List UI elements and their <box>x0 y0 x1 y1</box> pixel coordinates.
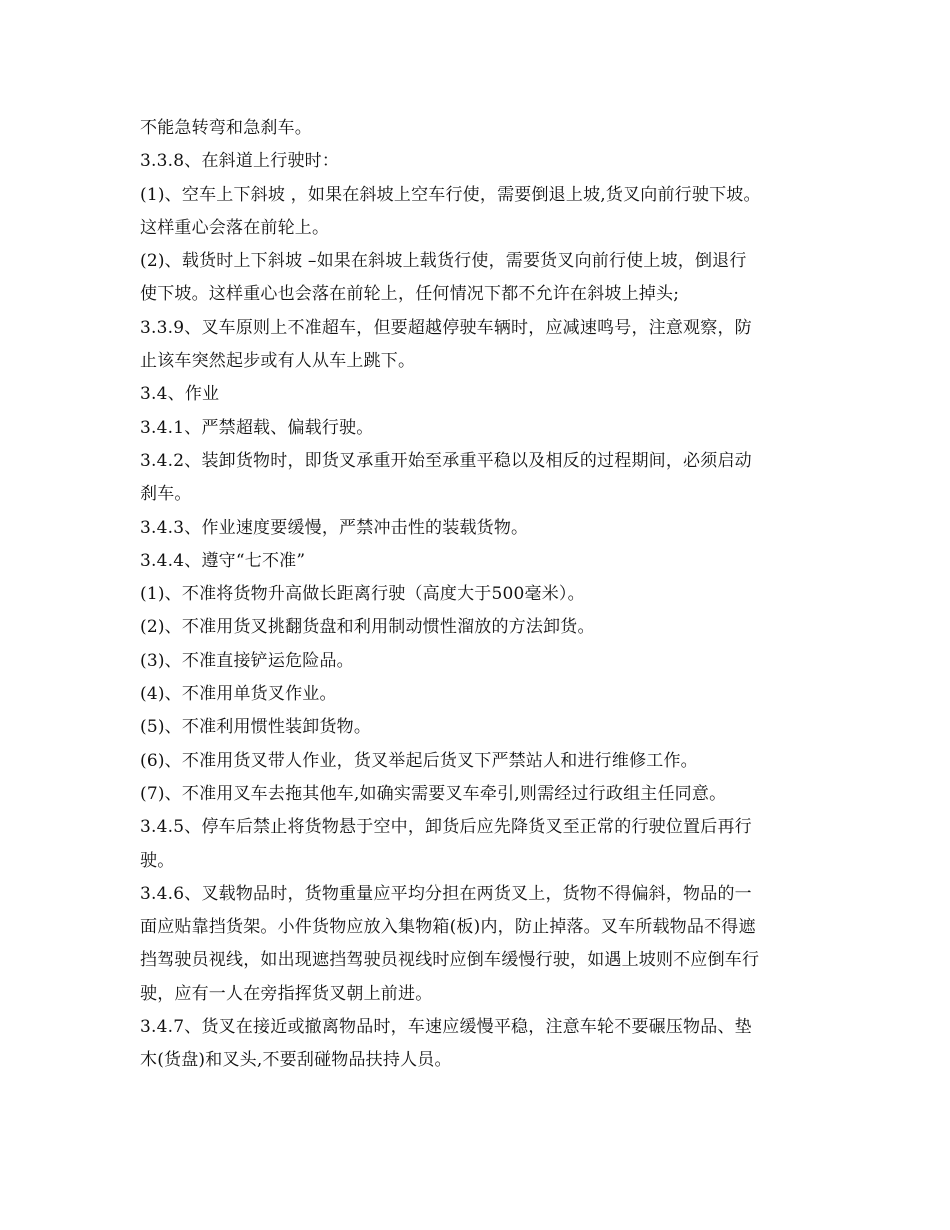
list-item: (7)、不准用叉车去拖其他车,如确实需要叉车牵引,则需经过行政组主任同意。 <box>140 783 727 804</box>
text-line: 刹车。 <box>140 484 192 505</box>
text-line: 3.4.3、作业速度要缓慢，严禁冲击性的装载货物。 <box>140 517 529 538</box>
text-line: 面应贴靠挡货架。小件货物应放入集物箱(板)内，防止掉落。叉车所载物品不得遮 <box>140 917 756 938</box>
text-line: 3.4.5、停车后禁止将货物悬于空中，卸货后应先降货叉至正常的行驶位置后再行 <box>140 817 752 838</box>
text-line: 3.4.7、货叉在接近或撤离物品时，车速应缓慢平稳，注意车轮不要碾压物品、垫 <box>140 1017 752 1038</box>
text-line: (2)、载货时上下斜坡 –如果在斜坡上载货行使，需要货叉向前行使上坡，倒退行 <box>140 251 747 272</box>
text-line: (1)、空车上下斜坡 ，如果在斜坡上空车行使，需要倒退上坡,货叉向前行驶下坡。 <box>140 184 761 205</box>
text-line: 3.4.6、叉载物品时，货物重量应平均分担在两货叉上，货物不得偏斜，物品的一 <box>140 883 752 904</box>
text-line: 使下坡。这样重心也会落在前轮上，任何情况下都不允许在斜坡上掉头; <box>140 284 680 305</box>
text-line: 驶。 <box>140 850 175 871</box>
list-item: (1)、不准将货物升高做长距离行驶（高度大于500毫米）。 <box>140 584 585 605</box>
section-heading: 3.4、作业 <box>140 384 220 405</box>
text-line: 不能急转弯和急刹车。 <box>140 118 312 138</box>
list-item: (3)、不准直接铲运危险品。 <box>140 650 354 671</box>
text-line: 挡驾驶员视线，如出现遮挡驾驶员视线时应倒车缓慢行驶，如遇上坡则不应倒车行 <box>140 950 760 971</box>
document-body <box>140 112 830 1078</box>
list-item: (4)、不准用单货叉作业。 <box>140 684 337 705</box>
text-line: 3.4.2、装卸货物时，即货叉承重开始至承重平稳以及相反的过程期间，必须启动 <box>140 450 752 471</box>
list-item: (2)、不准用货叉挑翻货盘和利用制动惯性溜放的方法卸货。 <box>140 617 595 638</box>
text-line: 木(货盘)和叉头,不要刮碰物品扶持人员。 <box>140 1050 452 1071</box>
text-line: 3.3.9、叉车原则上不准超车，但要超越停驶车辆时，应减速鸣号，注意观察，防 <box>140 317 752 338</box>
text-line: 止该车突然起步或有人从车上跳下。 <box>140 351 416 372</box>
text-line: 3.4.4、遵守“七不准” <box>140 550 306 571</box>
text-line: 驶，应有一人在旁指挥货叉朝上前进。 <box>140 983 433 1004</box>
list-item: (6)、不准用货叉带人作业，货叉举起后货叉下严禁站人和进行维修工作。 <box>140 750 698 771</box>
section-heading: 3.3.8、在斜道上行驶时： <box>140 151 340 172</box>
text-line: 这样重心会落在前轮上。 <box>140 217 330 238</box>
list-item: (5)、不准利用惯性装卸货物。 <box>140 717 372 738</box>
text-line: 3.4.1、严禁超载、偏载行驶。 <box>140 417 374 438</box>
